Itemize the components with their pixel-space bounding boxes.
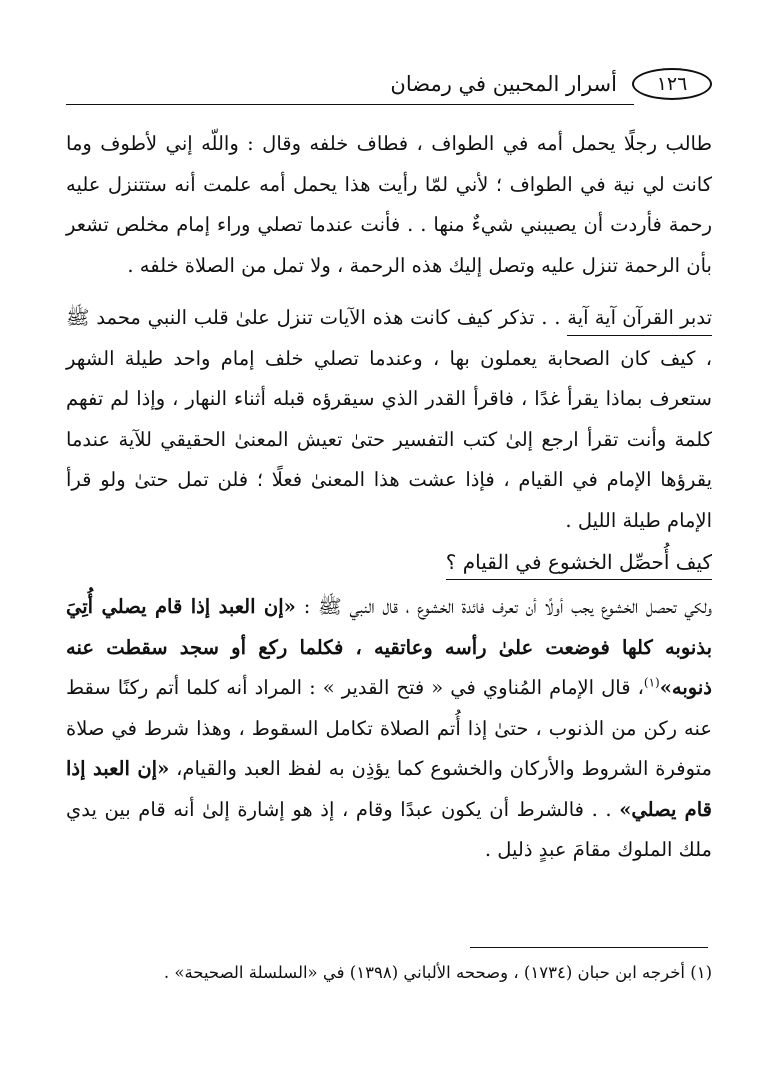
paragraph-1: طالب رجلًا يحمل أمه في الطواف ، فطاف خلفه وقال : واللّه إني لأطوف وما كانت لي نية في الطواف ؛ لأني لمّا رأيت هذا يحمل أمه علمت أنه ستتنزل عليه رحمة فأردت أن يصيبني شيءٌ منها . . فأنت عندما تصلي وراء إمام مخلص تشعر بأن الرحمة تنزل عليه وتصل إليك هذه الرحمة ، ولا تمل من الصلاة خلفه . (66, 132, 712, 277)
page-body (66, 124, 712, 871)
paragraph-3-conclusion: . . فالشرط أن يكون عبدًا وقام ، إذ هو إشارة إلىٰ أنه قام بين يدي ملك الملوك مقامَ عبدٍ ذليل . (66, 797, 712, 861)
section-heading-text: كيف أُحصِّل الخشوع في القيام ؟ (446, 547, 712, 580)
section-heading (66, 543, 712, 581)
paragraph-2-lead: تدبر القرآن آية آية (567, 303, 712, 336)
header-divider (66, 104, 634, 105)
paragraph-3 (66, 587, 712, 871)
paragraph-2-text: . . تذكر كيف كانت هذه الآيات تنزل علىٰ قلب النبي محمد ﷺ ، كيف كان الصحابة يعملون بها ، وعندما تصلي خلف إمام واحد طيلة الشهر ستعرف بماذا يقرأ غدًا ، فاقرأ القدر الذي سيقرؤه قبله أثناء النهار ، وإذا لم تفهم كلمة وأنت تقرأ ارجع إلىٰ كتب التفسير حتىٰ تعيش المعنىٰ الحقيقي للآية عندما يقرؤها الإمام في القيام ، فإذا عشت هذا المعنىٰ فعلًا ؛ فلن تمل حتىٰ ولو قرأ الإمام طيلة الليل . (66, 306, 712, 532)
footnote-ref: (١) (643, 675, 660, 690)
hadith-quote: «إن العبد إذا قام يصلي أُتِيَ بذنوبه كلها فوضعت علىٰ رأسه وعاتقيه ، فكلما ركع أو سجد سقطت عنه ذنوبه» (66, 595, 712, 699)
book-title: أسرار المحبين في رمضان (390, 72, 617, 96)
footnote-divider (470, 947, 708, 948)
running-header (66, 66, 712, 110)
hadith-quote-short: «إن العبد إذا قام يصلي» (66, 757, 713, 821)
page-number: ١٢٦ (632, 68, 712, 100)
footnote: (١) أخرجه ابن حبان (١٧٣٤) ، وصححه الألباني (١٣٩٨) في «السلسلة الصحيحة» . (163, 963, 712, 982)
paragraph-3-intro: ولكي تحصل الخشوع يجب أولًا أن تعرف فائدة الخشوع ، قال النبي ﷺ : (295, 595, 712, 618)
paragraph-3-commentary: ، قال الإمام المُناوي في « فتح القدير » : المراد أنه كلما أتم ركنًا سقط عنه ركن من الذنوب ، حتىٰ إذا أُتم الصلاة تكامل السقوط ، وهذا شرط في صلاة متوفرة الشروط والأركان والخشوع كما يؤذِن به لفظ العبد والقيام، (66, 676, 712, 780)
paragraph-2 (66, 298, 712, 541)
